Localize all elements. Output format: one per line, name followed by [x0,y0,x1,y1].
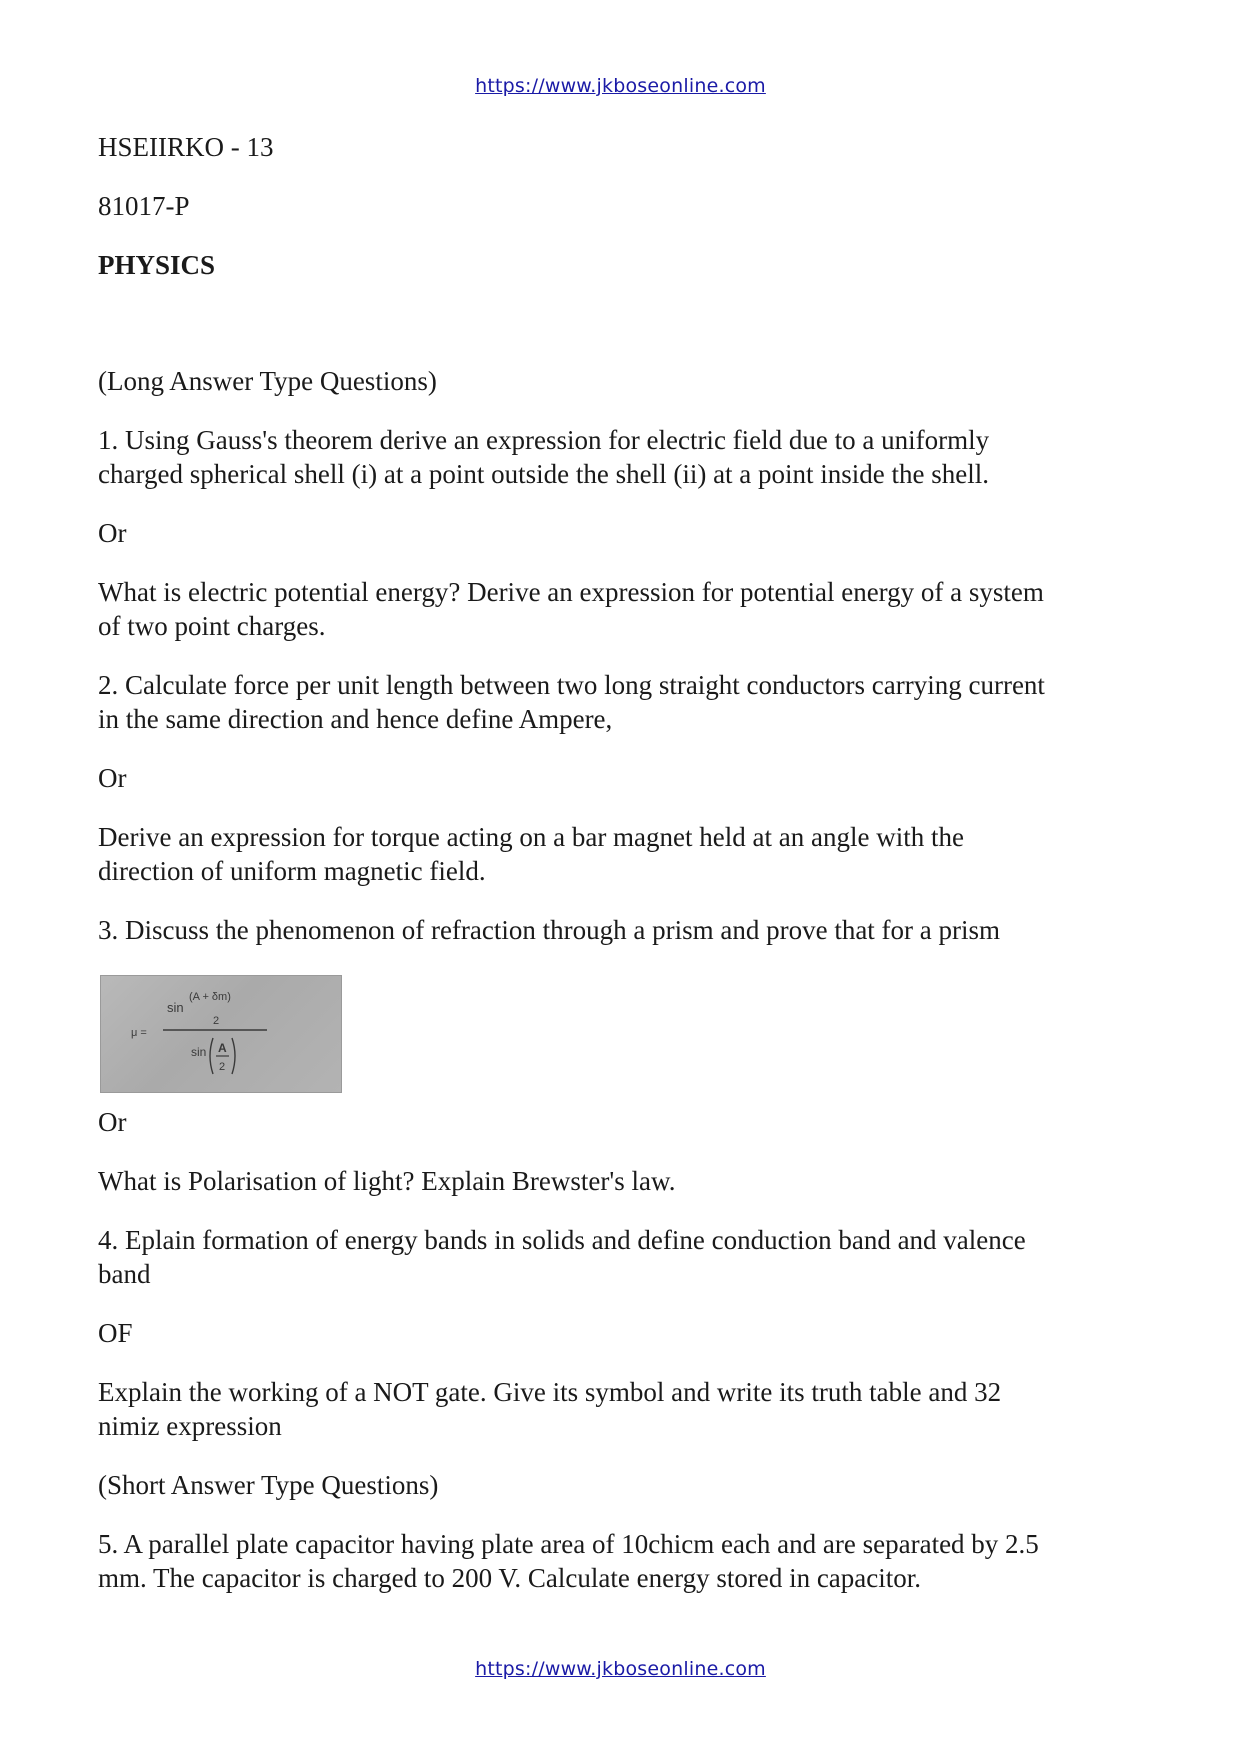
question-3: 3. Discuss the phenomenon of refraction through a prism and prove that for a prism [98,915,1001,945]
or-separator: OF [98,1318,133,1348]
question-1-alt-line-1: What is electric potential energy? Derive an expression for potential energy of a system [98,577,1044,607]
question-5-line-1: 5. A parallel plate capacitor having plate area of 10chicm each and are separated by 2.5 [98,1529,1039,1559]
question-1-alt-line-2: of two point charges. [98,611,326,641]
subject-title: PHYSICS [98,250,216,280]
formula-right-paren [232,1038,235,1074]
prism-formula-image [100,975,342,1093]
question-2-alt-line-1: Derive an expression for torque acting on a bar magnet held at an angle with the [98,822,964,852]
question-4-line-1: 4. Eplain formation of energy bands in solids and define conduction band and valence [98,1225,1026,1255]
formula-numerator: (A + δm) [189,991,231,1003]
header-url-link[interactable]: https://www.jkboseonline.com [475,75,766,97]
question-2-line-2: in the same direction and hence define Ampere, [98,704,613,734]
formula-two-top: 2 [213,1015,220,1027]
formula-mu: μ = [131,1027,147,1039]
question-4-line-2: band [98,1259,151,1289]
section-heading-long: (Long Answer Type Questions) [98,366,437,396]
formula-two-bottom: 2 [219,1061,226,1073]
question-5-line-2: mm. The capacitor is charged to 200 V. Calculate energy stored in capacitor. [98,1563,922,1593]
prism-formula-svg [101,976,341,1092]
or-separator: Or [98,1107,127,1137]
formula-left-paren [210,1038,213,1074]
question-2-line-1: 2. Calculate force per unit length between two long straight conductors carrying current [98,670,1045,700]
question-2-alt-line-2: direction of uniform magnetic field. [98,856,486,886]
formula-a-bottom: A [218,1041,227,1055]
formula-sin-bottom: sin [191,1045,207,1059]
footer-url-link[interactable]: https://www.jkboseonline.com [475,1658,766,1680]
formula-sin-top: sin [167,1000,184,1015]
question-4-alt-line-2: nimiz expression [98,1411,282,1441]
paper-number: 81017-P [98,191,190,221]
question-4-alt-line-1: Explain the working of a NOT gate. Give its symbol and write its truth table and 32 [98,1377,1002,1407]
or-separator: Or [98,518,127,548]
question-3-alt: What is Polarisation of light? Explain Brewster's law. [98,1166,676,1196]
section-heading-short: (Short Answer Type Questions) [98,1470,439,1500]
or-separator: Or [98,763,127,793]
question-1-line-1: 1. Using Gauss's theorem derive an expression for electric field due to a uniformly [98,425,990,455]
question-1-line-2: charged spherical shell (i) at a point outside the shell (ii) at a point inside the shell. [98,459,990,489]
paper-code: HSEIIRKO - 13 [98,132,274,162]
